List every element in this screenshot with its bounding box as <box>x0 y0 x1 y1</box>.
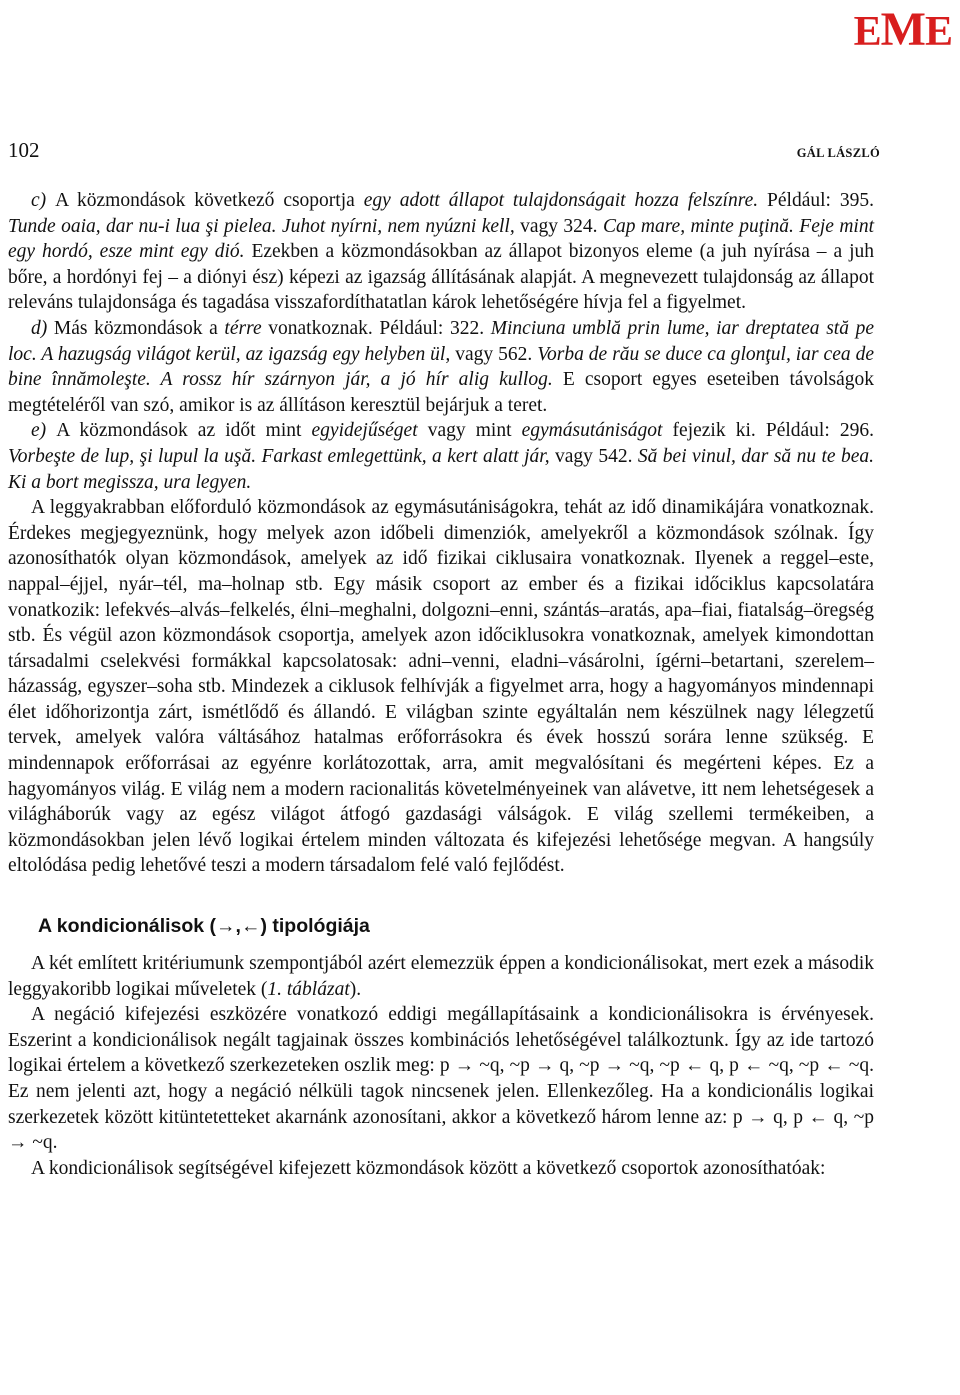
italic-run: c) <box>31 190 56 211</box>
paragraph-p1 <box>8 188 874 316</box>
italic-run: Să bei vinul, dar să nu te bea. Ki a bort megissza, ura legyen. <box>8 445 875 493</box>
paragraph-q1 <box>8 951 874 1002</box>
italic-run: Cap mare, minte puţină. Feje mint egy hordó, esze mint egy dió. <box>8 215 875 263</box>
paragraph-q2 <box>8 1002 874 1156</box>
italic-run: e) <box>31 420 57 442</box>
paragraph-p3 <box>8 418 874 495</box>
page-header <box>8 138 880 163</box>
publisher-logo: EME <box>853 3 952 56</box>
text-run: A közmondások következő csoportja <box>55 190 364 211</box>
text-run: A negáció kifejezési eszközére vonatkozó eddigi megállapításaink a kondicionálisokra is érvényesek. Eszerint a kondicionálisok negált tagjainak összes kombinációs lehetőségével találkoztunk. Így az ide tartozó logikai értelem a következő szerkezeteken oszlik meg: p → ~q, ~p → q, ~p → ~q, ~p ← q, p ← ~q, ~p ← ~q. Ez nem jelenti azt, hogy a negáció nélküli tagok nincsenek jelen. Ellenkezőleg. Ha a kondicionális logikai szerkezetek között kitüntetetteket akarnánk azonosítani, akkor a következő három lenne az: p → q, p ← q, ~p → ~q. <box>8 1004 874 1154</box>
paragraph-p2 <box>8 316 874 418</box>
italic-run: egyidejűséget <box>311 420 418 442</box>
text-run: A két említett kritériumunk szempontjából azért elemezzük éppen a kondicionálisokat, mert ezek a második leggyakoribb logikai műveletek ( <box>8 953 874 1000</box>
italic-run: 1. táblázat <box>267 978 350 1000</box>
text-run: Ezekben a közmondásokban az állapot bizonyos eleme (a juh nyírása – a juh bőre, a hordónyi fej – a diónyi ész) képezi az igazság állításának alapját. A megnevezett tulajdonság az állapot releváns tulajdonsága és tagadása visszafordíthatatlan károk lehetőségére hívja fel a figyelmet. <box>8 241 874 314</box>
text-run: vonatkoznak. Például: 322. <box>261 317 491 339</box>
running-author: GÁL LÁSZLÓ <box>796 146 880 160</box>
text-run: Például: 395. <box>758 190 874 211</box>
text-run: vagy mint <box>417 420 522 442</box>
text-run: fejezik ki. Például: 296. <box>662 420 874 442</box>
section-conditionals <box>8 951 874 1181</box>
text-run: vagy 562. <box>450 343 538 365</box>
text-run: vagy 542. <box>549 445 638 467</box>
italic-run: Vorbeşte de lup, şi lupul la uşă. Farkast emlegettünk, a kert alatt jár, <box>8 445 550 467</box>
page-number: 102 <box>8 138 40 162</box>
italic-run: d) <box>31 317 54 339</box>
italic-run: Minciuna umblă prin lume, iar dreptatea stă pe loc. A hazugság világot kerül, az igazság egy helyben ül, <box>8 317 875 365</box>
article-body <box>8 188 874 1181</box>
text-run: E csoport egyes eseteiben távolságok megtételéről van szó, amikor is az állításon keresztül bejárjuk a teret. <box>8 369 874 416</box>
text-run: A kondicionálisok segítségével kifejezett közmondások között a következő csoportok azonosíthatóak: <box>31 1157 826 1179</box>
text-run: ). <box>349 978 362 1000</box>
italic-run: egymásutániságot <box>521 420 663 442</box>
paragraph-q3 <box>8 1156 874 1182</box>
italic-run: Tunde oaia, dar nu-i lua şi pielea. Juhot nyírni, nem nyúzni kell, <box>8 215 515 237</box>
text-run: Más közmondások a <box>53 317 225 339</box>
paragraph-p4 <box>8 495 874 879</box>
text-run: A leggyakrabban előforduló közmondások az egymásutániságokra, tehát az idő dinamikájára vonatkoznak. Érdekes megjegyeznünk, hogy melyek azon időbeli dimenziók, amelyekről a közmondások szólnak. Így azonosíthatók olyan közmondások, amelyek az idő fizikai ciklusaira vonatkoznak. Ilyenek a reggel–este, nappal–éjjel, nyár–tél, ma–holnap stb. Egy másik csoport az ember és a fizikai időciklus kapcsolatára vonatkozik: lefekvés–alvás–felkelés, élni–meghalni, dolgozni–enni, szántás–aratás, apa–fiai, fiatalság–öregség stb. És végül azon közmondások csoportja, amelyek azon időciklusokra vonatkoznak, amelyek kimondottan társadalmi cselekvési formákkal kapcsolatosak: adni–venni, eladni–vásárolni, ígérni–betartani, szerelem–házasság, egyszer–soha stb. Mindezek a ciklusok felhívják a figyelmet arra, hogy a hagyományos mindennapi élet időhorizontja zárt, ismétlődő és állandó. E világban szinte egyáltalán nem készülnek nagy lélegzetű tervek, amelyek valóra váltásához hatalmas erőforrásokra és évek hosszú sorára lenne szükség. E mindennapok erőforrásai az egyénre korlátozottak, arra, amit megvalósítani és megérteni képes. Ez a hagyományos világ. E világ nem a modern racionalitás követelményeinek van alávetve, itt nem lehetségesek a világháborúk vagy az egész világot átfogó gazdasági válságok. E világ szellemi termékeiben, a közmondásokban jelen lévő logikai értelem minden változata és kifejezési lehetősége megvan. A hangsúly eltolódása pedig lehetővé teszi a modern társadalom felé való fejlődést. <box>8 497 874 877</box>
text-run: vagy 324. <box>514 215 603 237</box>
section-heading: A kondicionálisok (→,←) tipológiája <box>38 915 370 938</box>
italic-run: egy adott állapot tulajdonságait hozza felszínre. <box>363 190 759 211</box>
section-proverb-groups <box>8 188 874 879</box>
italic-run: Vorba de rău se duce ca glonţul, iar cea de bine înnămoleşte. A rossz hír szárnyon jár, a jó hír alig kullog. <box>8 343 875 391</box>
text-run: A közmondások az időt mint <box>56 420 312 442</box>
italic-run: térre <box>224 317 262 339</box>
